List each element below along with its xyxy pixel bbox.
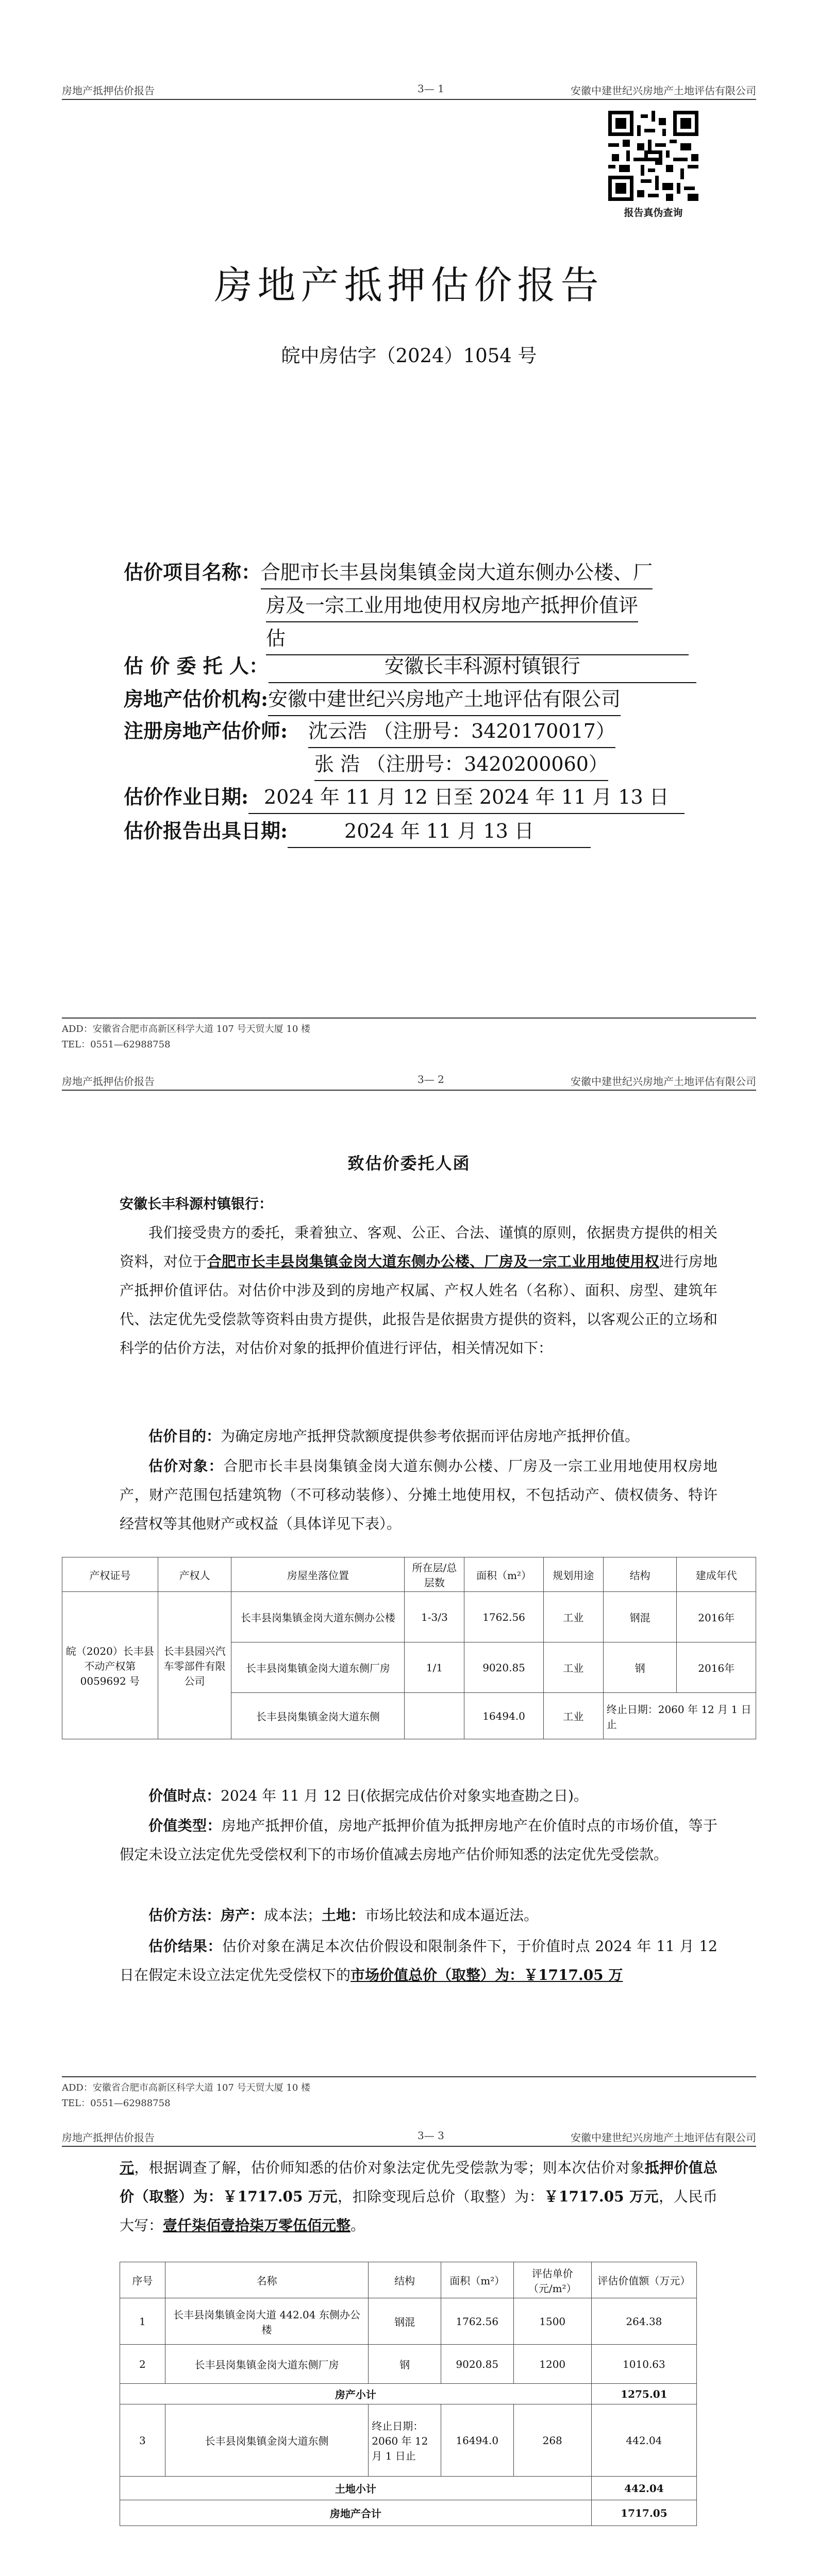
project-name-3: 估 bbox=[266, 622, 689, 655]
row3-area: 16494.0 bbox=[441, 2404, 513, 2477]
issue-date: 2024 年 11 月 13 日 bbox=[288, 815, 591, 848]
row1-area: 1762.56 bbox=[464, 1592, 543, 1642]
intro-text-c: 进行房地产抵押价值评估。对估价中涉及到的房地产权属、产权人姓名（名称）、面积、房型、建筑年代、法定优先受偿款等资料由贵方提供，此报告是依据贵方提供的资料，以客观公正的立场和科学的估价方法，对估价对象的抵押价值进行评估，相关情况如下： bbox=[120, 1253, 717, 1357]
method-land: 市场比较法和成本逼近法。 bbox=[365, 1907, 539, 1924]
house-subtotal-label: 房产小计 bbox=[120, 2384, 592, 2404]
row1-floor: 1-3/3 bbox=[405, 1592, 464, 1642]
work-date-label: 估价作业日期: bbox=[124, 785, 249, 808]
appraiser-row bbox=[124, 715, 722, 781]
agency-name: 安徽中建世纪兴房地产土地评估有限公司 bbox=[268, 683, 621, 716]
row3-end-date: 终止日期：2060 年 12 月 1 日止 bbox=[603, 1693, 756, 1739]
row1-use: 工业 bbox=[543, 1592, 603, 1642]
col-area: 面积（m²） bbox=[441, 2262, 513, 2298]
row1-structure: 钢混 bbox=[369, 2298, 441, 2345]
page-header bbox=[62, 82, 756, 100]
row3-end-date: 终止日期：2060 年 12 月 1 日止 bbox=[369, 2404, 441, 2477]
row2-floor: 1/1 bbox=[405, 1642, 464, 1693]
property-table bbox=[62, 1557, 756, 1739]
page-header bbox=[62, 2129, 756, 2147]
row2-value: 1010.63 bbox=[591, 2345, 696, 2384]
row2-year: 2016年 bbox=[677, 1642, 756, 1693]
intro-object: 合肥市长丰县岗集镇金岗大道东侧办公楼、厂房及一宗工业用地使用权 bbox=[207, 1253, 660, 1270]
market-value-unit: 元 bbox=[120, 2159, 135, 2176]
col-unit-price: 评估单价（元/m²） bbox=[513, 2262, 591, 2298]
row1-no: 1 bbox=[120, 2298, 165, 2345]
work-date: 2024 年 11 月 12 日至 2024 年 11 月 13 日 bbox=[248, 781, 685, 814]
row1-year: 2016年 bbox=[677, 1592, 756, 1642]
col-cert: 产权证号 bbox=[62, 1557, 158, 1592]
header-left: 房地产抵押估价报告 bbox=[62, 84, 155, 97]
appraiser-label: 注册房地产估价师: bbox=[124, 719, 288, 742]
owner-name: 长丰县园兴汽车零部件有限公司 bbox=[158, 1592, 231, 1739]
total-label: 房地产合计 bbox=[120, 2500, 592, 2526]
market-value: 市场价值总价（取整）为：￥1717.05 万 bbox=[350, 1967, 623, 1984]
valuation-summary-table bbox=[120, 2262, 697, 2526]
row3-value: 442.04 bbox=[591, 2404, 696, 2477]
agency-label: 房地产估价机构: bbox=[124, 687, 269, 710]
letter-intro bbox=[120, 1218, 717, 1363]
col-owner: 产权人 bbox=[158, 1557, 231, 1592]
header-page-no: 3— 3 bbox=[418, 2129, 444, 2142]
footer-address: ADD：安徽省合肥市高新区科学大道 107 号天贸大厦 10 楼 bbox=[62, 1024, 311, 1035]
purpose-para bbox=[120, 1422, 717, 1451]
value-type-label: 价值类型： bbox=[148, 1817, 222, 1834]
col-structure: 结构 bbox=[369, 2262, 441, 2298]
result-para-2 bbox=[120, 2154, 717, 2240]
project-name-2: 房及一宗工业用地使用权房地产抵押价值评 bbox=[266, 589, 638, 622]
header-company: 安徽中建世纪兴房地产土地评估有限公司 bbox=[571, 84, 756, 97]
page-footer bbox=[62, 1018, 756, 1058]
table-row bbox=[120, 2345, 697, 2384]
qr-caption: 报告真伪查询 bbox=[624, 207, 683, 218]
row3-use: 工业 bbox=[543, 1693, 603, 1739]
table-row bbox=[62, 1592, 756, 1642]
work-date-row bbox=[124, 781, 722, 814]
footer-address: ADD：安徽省合肥市高新区科学大道 107 号天贸大厦 10 楼 bbox=[62, 2082, 311, 2093]
table-row bbox=[120, 2298, 697, 2345]
agency-row bbox=[124, 683, 722, 716]
intro-text-a: 我们接受贵方的委托，秉着独立、客观、公正、合法、谨慎的原则，依据贵方提供的相关资料，对位于 bbox=[120, 1224, 717, 1270]
header-left: 房地产抵押估价报告 bbox=[62, 2131, 155, 2144]
client-name: 安徽长丰科源村镇银行 bbox=[269, 650, 696, 683]
letter-title: 致估价委托人函 bbox=[347, 1154, 471, 1173]
row2-structure: 钢 bbox=[603, 1642, 677, 1693]
row3-area: 16494.0 bbox=[464, 1693, 543, 1739]
method-para bbox=[120, 1901, 717, 1930]
purpose-text: 为确定房地产抵押贷款额度提供参考依据而评估房地产抵押价值。 bbox=[221, 1428, 640, 1445]
col-use: 规划用途 bbox=[543, 1557, 603, 1592]
value-date-para bbox=[120, 1782, 717, 1810]
row1-name: 长丰县岗集镇金岗大道 442.04 东侧办公楼 bbox=[165, 2298, 369, 2345]
col-no: 序号 bbox=[120, 2262, 165, 2298]
report-number: 皖中房估字（2024）1054 号 bbox=[281, 345, 537, 367]
result-text-h: ，人民币大写： bbox=[120, 2188, 717, 2234]
value-date-label: 价值时点： bbox=[148, 1787, 221, 1804]
footer-tel: TEL：0551—62988758 bbox=[62, 1039, 171, 1050]
total-value: 1717.05 bbox=[591, 2500, 696, 2526]
result-label: 估价结果： bbox=[148, 1938, 222, 1955]
method-house: 成本法； bbox=[264, 1907, 322, 1924]
appraiser-2: 张 浩 （注册号：3420200060） bbox=[314, 748, 608, 781]
issue-date-label: 估价报告出具日期: bbox=[124, 819, 288, 842]
header-page-no: 3— 2 bbox=[418, 1073, 444, 1086]
footer-tel: TEL：0551—62988758 bbox=[62, 2098, 171, 2109]
realizable-value: ￥1717.05 万元 bbox=[544, 2188, 659, 2205]
row3-location: 长丰县岗集镇金岗大道东侧 bbox=[231, 1693, 405, 1739]
value-in-words: 壹仟柒佰壹拾柒万零伍佰元整 bbox=[163, 2217, 351, 2234]
page-footer bbox=[62, 2076, 756, 2116]
client-row bbox=[124, 650, 722, 683]
house-subtotal-value: 1275.01 bbox=[591, 2384, 696, 2404]
table-row bbox=[120, 2404, 697, 2477]
project-name-1: 合肥市长丰县岗集镇金岗大道东侧办公楼、厂 bbox=[261, 556, 653, 589]
object-text: 合肥市长丰县岗集镇金岗大道东侧办公楼、厂房及一宗工业用地使用权房地产，财产范围包括建筑物（不可移动装修）、分摊土地使用权，不包括动产、债权债务、特许经营权等其他财产或权益（具体详见下表）。 bbox=[120, 1458, 717, 1532]
result-para-1 bbox=[120, 1932, 717, 1990]
row2-no: 2 bbox=[120, 2345, 165, 2384]
row1-price: 1500 bbox=[513, 2298, 591, 2345]
page-cover bbox=[0, 0, 818, 1063]
col-area: 面积（m²） bbox=[464, 1557, 543, 1592]
col-structure: 结构 bbox=[603, 1557, 677, 1592]
table-header-row bbox=[62, 1557, 756, 1592]
issue-date-row bbox=[124, 815, 722, 848]
row1-structure: 钢混 bbox=[603, 1592, 677, 1642]
client-label: 估 价 委 托 人： bbox=[124, 654, 269, 677]
land-subtotal-label: 土地小计 bbox=[120, 2477, 592, 2500]
row3-no: 3 bbox=[120, 2404, 165, 2477]
method-land-label: 土地： bbox=[322, 1907, 365, 1924]
result-text-d: ，根据调查了解，估价师知悉的估价对象法定优先受偿款为零；则本次估价对象 bbox=[134, 2159, 645, 2176]
qr-code-icon[interactable] bbox=[608, 111, 698, 201]
col-value: 评估价值额（万元） bbox=[591, 2262, 696, 2298]
method-house-label: 房产： bbox=[221, 1907, 264, 1924]
result-text-a: 估价对象在满足本次估价假设和限制条件下，于价值时点 2024 年 11 月 12 日在假定未设立法定优先受偿权下的 bbox=[120, 1938, 717, 1984]
project-label: 估价项目名称： bbox=[124, 561, 261, 584]
header-company: 安徽中建世纪兴房地产土地评估有限公司 bbox=[571, 2131, 756, 2144]
object-label: 估价对象： bbox=[148, 1458, 224, 1475]
row3-floor bbox=[405, 1693, 464, 1739]
row2-area: 9020.85 bbox=[464, 1642, 543, 1693]
method-label: 估价方法： bbox=[148, 1907, 221, 1924]
letter-addressee: 安徽长丰科源村镇银行： bbox=[120, 1196, 273, 1212]
row3-name: 长丰县岗集镇金岗大道东侧 bbox=[165, 2404, 369, 2477]
row1-area: 1762.56 bbox=[441, 2298, 513, 2345]
value-type-para bbox=[120, 1811, 717, 1869]
subtotal-row bbox=[120, 2384, 697, 2404]
row2-price: 1200 bbox=[513, 2345, 591, 2384]
cert-number: 皖（2020）长丰县不动产权第 0059692 号 bbox=[62, 1592, 158, 1739]
result-text-j: 。 bbox=[350, 2217, 365, 2234]
col-floor: 所在层/总层数 bbox=[405, 1557, 464, 1592]
land-subtotal-value: 442.04 bbox=[591, 2477, 696, 2500]
total-row bbox=[120, 2500, 697, 2526]
row2-area: 9020.85 bbox=[441, 2345, 513, 2384]
purpose-label: 估价目的： bbox=[148, 1428, 221, 1445]
value-date-text: 2024 年 11 月 12 日(依据完成估价对象实地查勘之日)。 bbox=[221, 1787, 588, 1804]
appraiser-1: 沈云浩 （注册号：3420170017） bbox=[308, 715, 615, 748]
col-year: 建成年代 bbox=[677, 1557, 756, 1592]
row1-value: 264.38 bbox=[591, 2298, 696, 2345]
mortgage-value: 抵押价值总价（取整）为：￥1717.05 万元 bbox=[120, 2159, 717, 2205]
row2-location: 长丰县岗集镇金岗大道东侧厂房 bbox=[231, 1642, 405, 1693]
col-location: 房屋坐落位置 bbox=[231, 1557, 405, 1592]
header-left: 房地产抵押估价报告 bbox=[62, 1075, 155, 1088]
subtotal-row bbox=[120, 2477, 697, 2500]
report-title: 房地产抵押估价报告 bbox=[214, 263, 604, 308]
row3-price: 268 bbox=[513, 2404, 591, 2477]
object-para bbox=[120, 1452, 717, 1538]
page-header bbox=[62, 1073, 756, 1091]
result-text-f: ，扣除变现后总价（取整）为： bbox=[337, 2188, 544, 2205]
table-header-row bbox=[120, 2262, 697, 2298]
project-block bbox=[124, 556, 722, 655]
row2-use: 工业 bbox=[543, 1642, 603, 1693]
value-type-text: 房地产抵押价值，房地产抵押价值为抵押房地产在价值时点的市场价值，等于假定未设立法定优先受偿权利下的市场价值减去房地产估价师知悉的法定优先受偿款。 bbox=[120, 1817, 717, 1863]
row2-structure: 钢 bbox=[369, 2345, 441, 2384]
header-page-no: 3— 1 bbox=[418, 82, 444, 95]
row1-location: 长丰县岗集镇金岗大道东侧办公楼 bbox=[231, 1592, 405, 1642]
col-name: 名称 bbox=[165, 2262, 369, 2298]
header-company: 安徽中建世纪兴房地产土地评估有限公司 bbox=[571, 1075, 756, 1088]
row2-name: 长丰县岗集镇金岗大道东侧厂房 bbox=[165, 2345, 369, 2384]
